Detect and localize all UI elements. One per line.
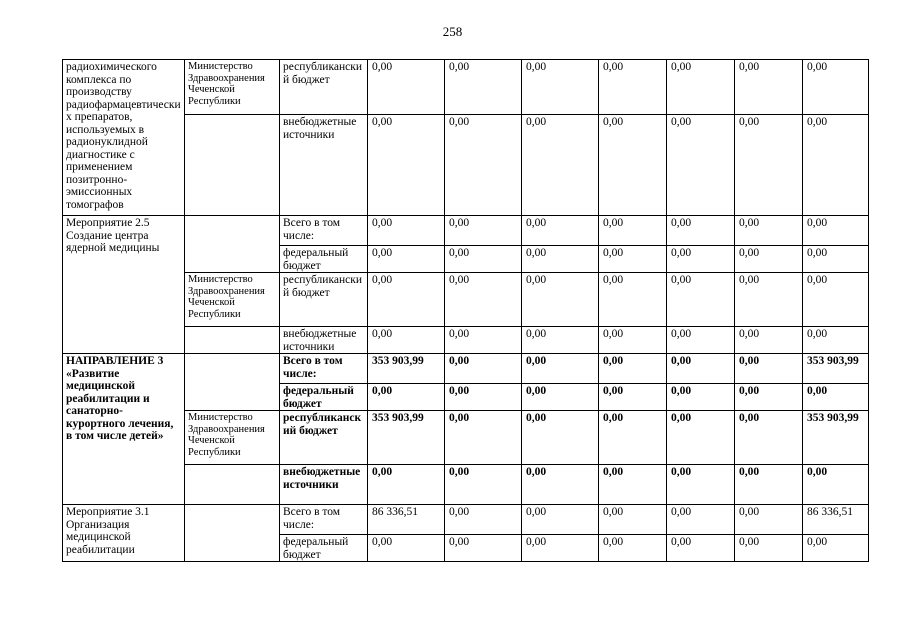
activity-cell: Мероприятие 2.5 Создание центра ядерной медицины <box>63 216 185 354</box>
value-cell: 0,00 <box>667 354 735 384</box>
value-cell: 0,00 <box>667 216 735 246</box>
value-cell: 0,00 <box>522 411 599 465</box>
value-cell: 0,00 <box>522 505 599 535</box>
value-cell: 0,00 <box>735 411 803 465</box>
budget-table <box>62 59 869 562</box>
value-cell: 0,00 <box>735 273 803 327</box>
activity-cell: Мероприятие 3.1 Организация медицинской реабилитации <box>63 505 185 562</box>
value-cell: 0,00 <box>735 505 803 535</box>
value-cell: 0,00 <box>368 273 445 327</box>
value-cell: 0,00 <box>522 216 599 246</box>
value-cell: 0,00 <box>735 465 803 505</box>
source-cell: республиканский бюджет <box>280 273 368 327</box>
source-cell: федеральный бюджет <box>280 384 368 411</box>
value-cell: 86 336,51 <box>368 505 445 535</box>
value-cell: 0,00 <box>667 465 735 505</box>
value-cell: 0,00 <box>368 115 445 216</box>
source-cell: внебюджетные источники <box>280 465 368 505</box>
value-cell: 0,00 <box>667 505 735 535</box>
value-cell: 0,00 <box>803 465 869 505</box>
value-cell: 0,00 <box>445 327 522 354</box>
ministry-cell <box>185 505 280 562</box>
value-cell: 0,00 <box>599 535 667 562</box>
value-cell: 0,00 <box>368 465 445 505</box>
value-cell: 0,00 <box>599 216 667 246</box>
value-cell: 0,00 <box>667 60 735 115</box>
value-cell: 0,00 <box>735 246 803 273</box>
value-cell: 0,00 <box>667 327 735 354</box>
value-cell: 0,00 <box>445 411 522 465</box>
source-cell: внебюджетные источники <box>280 115 368 216</box>
ministry-cell <box>185 465 280 505</box>
value-cell: 0,00 <box>445 60 522 115</box>
value-cell: 0,00 <box>445 115 522 216</box>
value-cell: 0,00 <box>803 216 869 246</box>
direction-cell: НАПРАВЛЕНИЕ 3 «Развитие медицинской реабилитации и санаторно-курортного лечения, в том числе детей» <box>63 354 185 505</box>
activity-cell: радиохимического комплекса по производству радиофармацевтических препаратов, используемых в радионуклидной диагностике с применением позитронно-эмиссионных томографов <box>63 60 185 216</box>
source-cell: Всего в том числе: <box>280 354 368 384</box>
table-row <box>63 60 869 115</box>
value-cell: 0,00 <box>599 505 667 535</box>
value-cell: 0,00 <box>522 354 599 384</box>
ministry-cell: Министерство Здравоохранения Чеченской Республики <box>185 273 280 327</box>
value-cell: 0,00 <box>445 246 522 273</box>
value-cell: 353 903,99 <box>368 411 445 465</box>
value-cell: 0,00 <box>735 384 803 411</box>
value-cell: 0,00 <box>599 354 667 384</box>
value-cell: 0,00 <box>522 60 599 115</box>
value-cell: 0,00 <box>522 535 599 562</box>
value-cell: 0,00 <box>735 115 803 216</box>
table-row <box>63 216 869 246</box>
value-cell: 0,00 <box>735 60 803 115</box>
value-cell: 0,00 <box>368 216 445 246</box>
value-cell: 0,00 <box>368 384 445 411</box>
value-cell: 0,00 <box>522 115 599 216</box>
value-cell: 0,00 <box>803 246 869 273</box>
value-cell: 0,00 <box>735 354 803 384</box>
value-cell: 0,00 <box>803 273 869 327</box>
value-cell: 0,00 <box>667 535 735 562</box>
value-cell: 0,00 <box>667 273 735 327</box>
source-cell: внебюджетные источники <box>280 327 368 354</box>
ministry-cell <box>185 216 280 273</box>
value-cell: 353 903,99 <box>368 354 445 384</box>
value-cell: 0,00 <box>445 273 522 327</box>
value-cell: 0,00 <box>599 384 667 411</box>
value-cell: 0,00 <box>445 505 522 535</box>
value-cell: 0,00 <box>803 384 869 411</box>
table-row <box>63 354 869 384</box>
value-cell: 0,00 <box>599 273 667 327</box>
value-cell: 86 336,51 <box>803 505 869 535</box>
value-cell: 0,00 <box>803 115 869 216</box>
table-row <box>63 505 869 535</box>
value-cell: 353 903,99 <box>803 354 869 384</box>
value-cell: 0,00 <box>667 246 735 273</box>
value-cell: 0,00 <box>368 246 445 273</box>
value-cell: 0,00 <box>667 115 735 216</box>
value-cell: 0,00 <box>599 465 667 505</box>
page-number: 258 <box>442 24 463 39</box>
value-cell: 0,00 <box>368 60 445 115</box>
value-cell: 0,00 <box>599 115 667 216</box>
value-cell: 0,00 <box>522 384 599 411</box>
value-cell: 0,00 <box>368 535 445 562</box>
value-cell: 0,00 <box>667 411 735 465</box>
value-cell: 353 903,99 <box>803 411 869 465</box>
value-cell: 0,00 <box>599 411 667 465</box>
value-cell: 0,00 <box>599 327 667 354</box>
value-cell: 0,00 <box>803 535 869 562</box>
value-cell: 0,00 <box>445 465 522 505</box>
source-cell: Всего в том числе: <box>280 505 368 535</box>
ministry-cell <box>185 327 280 354</box>
value-cell: 0,00 <box>522 273 599 327</box>
value-cell: 0,00 <box>445 354 522 384</box>
value-cell: 0,00 <box>599 60 667 115</box>
ministry-cell: Министерство Здравоохранения Чеченской Республики <box>185 411 280 465</box>
value-cell: 0,00 <box>735 216 803 246</box>
value-cell: 0,00 <box>522 465 599 505</box>
ministry-cell: Министерство Здравоохранения Чеченской Республики <box>185 60 280 115</box>
value-cell: 0,00 <box>667 384 735 411</box>
ministry-cell <box>185 115 280 216</box>
ministry-cell <box>185 354 280 411</box>
source-cell: федеральный бюджет <box>280 246 368 273</box>
value-cell: 0,00 <box>803 327 869 354</box>
value-cell: 0,00 <box>803 60 869 115</box>
value-cell: 0,00 <box>445 216 522 246</box>
source-cell: республиканский бюджет <box>280 411 368 465</box>
source-cell: республиканский бюджет <box>280 60 368 115</box>
source-cell: Всего в том числе: <box>280 216 368 246</box>
value-cell: 0,00 <box>445 535 522 562</box>
value-cell: 0,00 <box>599 246 667 273</box>
value-cell: 0,00 <box>522 327 599 354</box>
value-cell: 0,00 <box>445 384 522 411</box>
value-cell: 0,00 <box>368 327 445 354</box>
value-cell: 0,00 <box>522 246 599 273</box>
value-cell: 0,00 <box>735 327 803 354</box>
value-cell: 0,00 <box>735 535 803 562</box>
source-cell: федеральный бюджет <box>280 535 368 562</box>
